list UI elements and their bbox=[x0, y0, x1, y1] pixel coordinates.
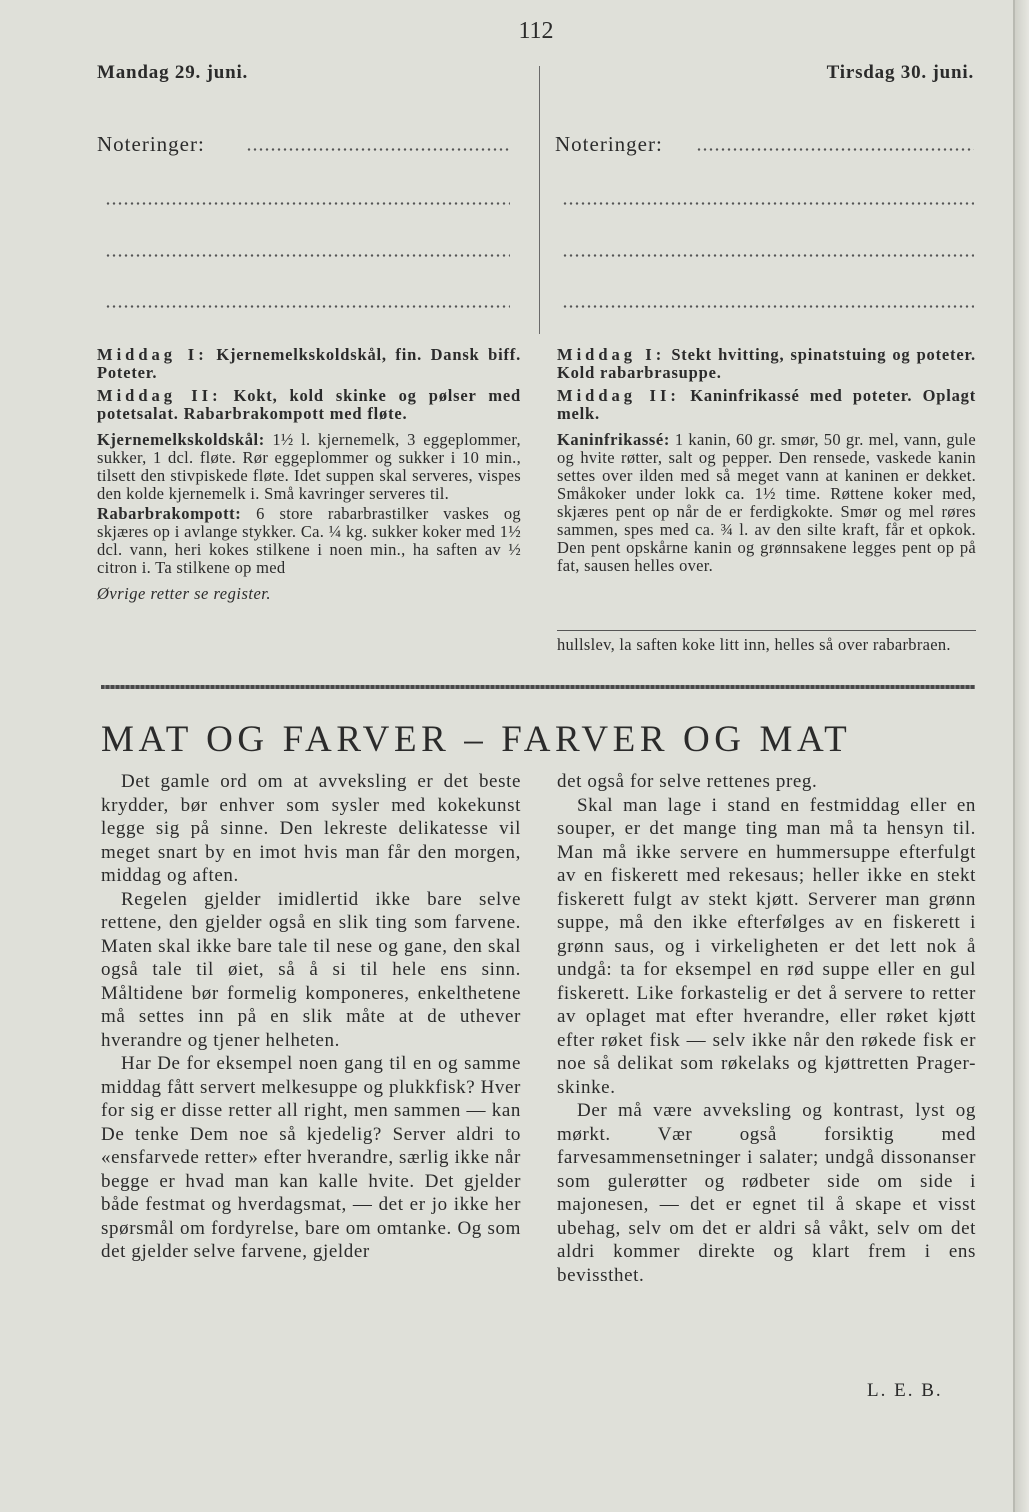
right-notes-dotline bbox=[696, 148, 974, 151]
section-divider-band bbox=[101, 685, 975, 689]
right-notes-label: Noteringer: bbox=[555, 132, 663, 156]
left-menu-1: Middag I: Kjernemelkskoldskål, fin. Dansk biff. Poteter. bbox=[97, 345, 521, 382]
article-paragraph: Skal man lage i stand en festmiddag eller en souper, er det mange ting man må ta hensyn til. Man må ikke servere en hummersuppe efterfulgt av en fiskerett med rekesaus; heller ikke en stekt fiskerett fulgt av stekt kjøtt. Serverer man grønn suppe, må den ikke efterfølges av en fiskerett i grønn saus, og i virkeligheten er det lett nok å undgå: ta for eksempel en rød suppe eller en gul fiskerett. Like forkastelig er det å servere to retter av oplaget mat efter hverandre, eller røket kjøtt efter røket fisk — selv ikke når den røkede fisk er noe så delikat som røkelaks og kjøttretten Prager-skinke. bbox=[557, 794, 976, 1098]
right-recipe-kaninfrikasse: Kaninfrikassé: 1 kanin, 60 gr. smør, 50 gr. mel, vann, gule og hvite røtter, salt og pepper. Den rensede, vaskede kanin settes over ilden med så meget vann at kaninen er dekket. Småkoker under lokk ca. 1½ time. Røttene koker med, skjæres pent op når de er ferdigkokte. Smør og mel røres sammen, spes med ca. ¾ l. av den silte kraft, får et opkok. Den pent opskårne kanin og grønnsakene legges pent op på fat, sausen helles over. bbox=[557, 430, 976, 575]
continuation-rule bbox=[557, 630, 976, 631]
article-paragraph: det også for selve rettenes preg. bbox=[557, 771, 818, 792]
right-menu-2: Middag II: Kaninfrikassé med poteter. Oplagt melk. bbox=[557, 386, 976, 423]
left-day-date: Mandag 29. juni. bbox=[97, 62, 249, 83]
article-paragraph: Det gamle ord om at avveksling er det beste krydder, bør enhver som sysler med kokekunst legge sig på sinne. Den lekreste delikatesse vil meget snart by en imot hvis man får den morgen, middag og aften. bbox=[101, 771, 521, 886]
right-menu bbox=[557, 346, 976, 575]
left-notes-label: Noteringer: bbox=[97, 132, 205, 156]
article-paragraph: Der må være avveksling og kontrast, lyst og mørkt. Vær også forsiktig med farvesammensetninger i salater; undgå dissonanser som gulerøtter og rødbeter side om side i majonesen, — det er egnet til å skape et visst ubehag, selv om det er aldri så våkt, selv om det aldri kommer direkte og klart frem i ens bevissthet. bbox=[557, 1100, 976, 1286]
left-menu bbox=[97, 346, 521, 603]
left-recipe-kjernemelk: Kjernemelkskoldskål: 1½ l. kjernemelk, 3 eggeplommer, sukker, 1 dcl. fløte. Rør eggeplommer og sukker i 10 min., tilsett den stivpiskede fløte. Idet suppen skal serveres, vispes den kolde kjernemelk i. Små kavringer serveres til. bbox=[97, 430, 521, 503]
article-signature: L. E. B. bbox=[867, 1380, 943, 1401]
right-day-date: Tirsdag 30. juni. bbox=[826, 62, 974, 83]
column-divider bbox=[539, 66, 540, 334]
left-menu-2: Middag II: Kokt, kold skinke og pølser med potetsalat. Rabarbrakompott med fløte. bbox=[97, 386, 521, 423]
continuation-line: hullslev, la saften koke litt inn, helles så over rabarbraen. bbox=[557, 635, 951, 654]
page-edge bbox=[1013, 0, 1029, 1512]
article-headline: MAT OG FARVER – FARVER OG MAT bbox=[101, 719, 852, 760]
left-notes-dotline bbox=[105, 305, 510, 308]
continuation-text bbox=[557, 636, 976, 654]
left-notes-dotline bbox=[105, 254, 510, 257]
article-right-column bbox=[557, 770, 976, 1287]
left-recipe-rabarbra: Rabarbrakompott: 6 store rabarbrastilker vaskes og skjæres op i avlange stykker. Ca. ¼ kg. sukker koker med 1½ dcl. vann, heri kokes stilkene i noen min., ha saften av ½ citron i. Ta stilkene op med bbox=[97, 504, 521, 577]
right-menu-1: Middag I: Stekt hvitting, spinatstuing og poteter. Kold rabarbrasuppe. bbox=[557, 345, 976, 382]
page-number: 112 bbox=[518, 18, 554, 44]
left-notes-dotline bbox=[246, 148, 510, 151]
article-paragraph: Har De for eksempel noen gang til en og samme middag fått servert melkesuppe og plukkfisk? Hver for sig er disse retter all right, men sammen — kan De tenke Dem noe så kjedelig? Server aldri to «ensfarvede retter» efter hverandre, særlig ikke når begge er hvad man kan kalle hvite. Det gjelder både festmat og hverdagsmat, — det er jo ikke her spørsmål om fordyrelse, bare om omtanke. Og som det gjelder selve farvene, gjelder bbox=[101, 1053, 521, 1262]
article-paragraph: Regelen gjelder imidlertid ikke bare selve rettene, den gjelder også en slik ting som farvene. Maten skal ikke bare tale til nese og gane, den skal også tale til øiet, så å si til hele ens sinn. Måltidene bør formelig komponeres, enkelthetene må settes inn på en slik måte at de uthever hverandre og tjener helheten. bbox=[101, 888, 521, 1051]
left-footnote: Øvrige retter se register. bbox=[97, 584, 271, 603]
left-notes-dotline bbox=[105, 202, 510, 205]
right-notes-dotline bbox=[562, 305, 974, 308]
right-notes-dotline bbox=[562, 254, 974, 257]
right-notes-dotline bbox=[562, 202, 974, 205]
article-left-column bbox=[101, 770, 521, 1264]
